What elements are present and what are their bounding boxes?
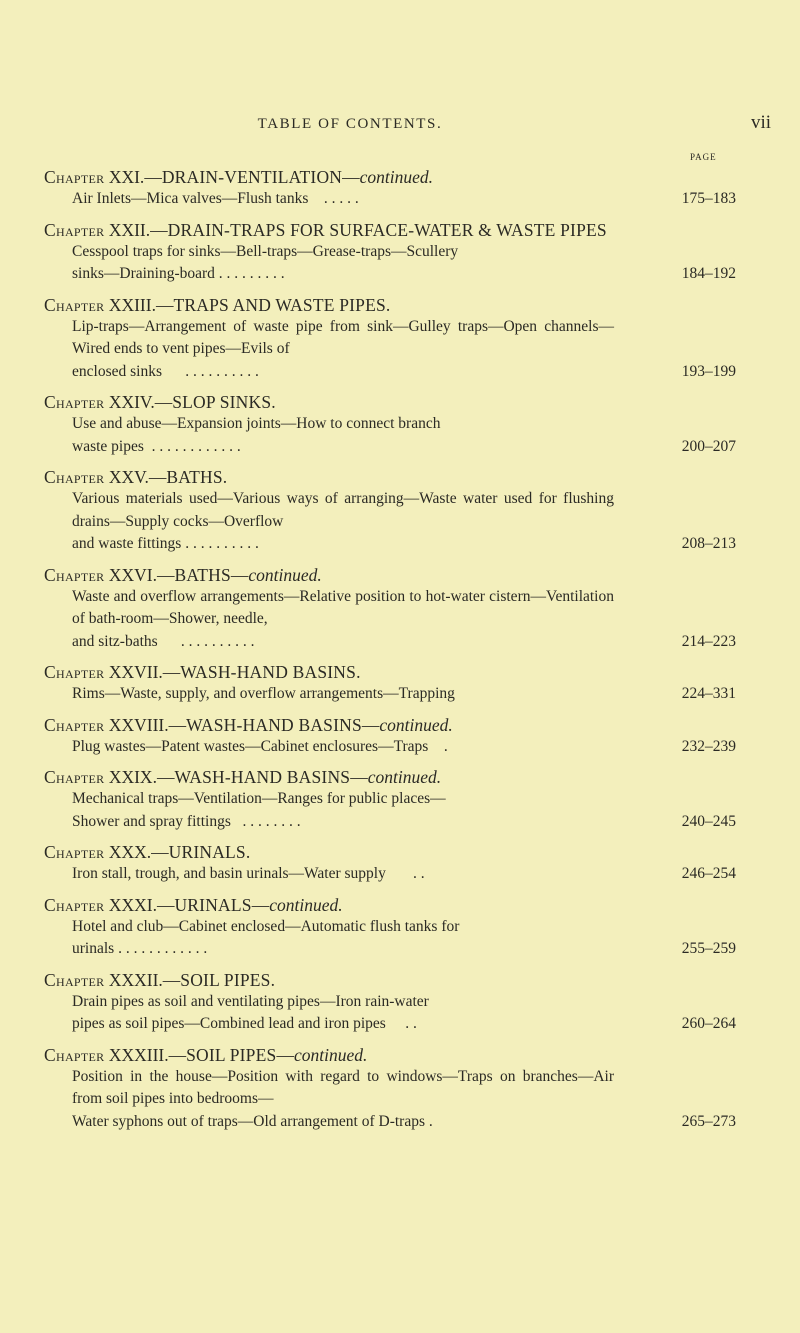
page-range: 232–239 — [681, 737, 736, 755]
chapter-heading: Chapter XXIV.—SLOP SINKS. — [44, 392, 276, 412]
chapter-word: Chapter — [44, 392, 105, 412]
chapter-heading: Chapter XXXII.—SOIL PIPES. — [44, 969, 276, 990]
chapter-title: WASH-HAND BASINS — [186, 714, 362, 735]
chapter-word: Chapter — [44, 662, 105, 682]
chapter-heading: Chapter XXV.—BATHS. — [44, 467, 228, 487]
chapter-heading: Chapter XXVII.—WASH-HAND BASINS. — [44, 662, 361, 682]
chapter-number: XXVIII. — [108, 714, 169, 735]
chapter-number: XXIX. — [108, 767, 157, 787]
toc-entry-chapter-xxiv — [0, 391, 800, 458]
toc-entry-chapter-xxxii — [0, 969, 800, 1036]
chapter-word: Chapter — [44, 219, 105, 240]
toc-entry-chapter-xxxiii — [0, 1044, 800, 1134]
chapter-heading: Chapter XXII.—DRAIN-TRAPS FOR SURFACE-WATER & WASTE PIPES — [44, 219, 607, 240]
dot-leaders: . . — [413, 865, 425, 882]
chapter-description: Mechanical traps—Ventilation—Ranges for public places— Shower and spray fittings . . . . . . . . — [72, 790, 446, 830]
chapter-heading: Chapter XXI.—DRAIN-VENTILATION—continued. — [44, 167, 434, 187]
chapter-continued: continued. — [359, 167, 434, 187]
chapter-description: Air Inlets—Mica valves—Flush tanks . . . . . — [72, 190, 359, 207]
page-range: 265–273 — [681, 1112, 736, 1130]
chapter-title: SLOP SINKS. — [172, 392, 276, 412]
chapter-heading: Chapter XXVI.—BATHS—continued. — [44, 564, 322, 585]
chapter-title: WASH-HAND BASINS. — [180, 662, 361, 682]
toc-entry-chapter-xxxi — [0, 894, 800, 961]
chapter-continued: continued. — [248, 564, 322, 585]
chapter-title: BATHS — [174, 564, 231, 585]
page-range: 224–331 — [681, 685, 736, 702]
chapter-word: Chapter — [44, 294, 105, 315]
chapter-number: XXIV. — [108, 392, 155, 412]
chapter-heading: Chapter XXIII.—TRAPS AND WASTE PIPES. — [44, 294, 391, 315]
chapter-heading: Chapter XXX.—URINALS. — [44, 842, 251, 862]
chapter-description: Hotel and club—Cabinet enclosed—Automatic flush tanks for urinals . . . . . . . . . . . . — [72, 917, 460, 957]
dot-leaders: . — [443, 737, 448, 755]
dot-leaders: . . . . . . . . — [242, 812, 301, 830]
dot-leaders: . . . . . . . . . . . . — [151, 437, 241, 455]
chapter-continued: continued. — [379, 714, 453, 735]
chapter-heading: Chapter XXIX.—WASH-HAND BASINS—continued. — [44, 767, 442, 787]
page-folio: vii — [751, 112, 772, 133]
chapter-word: Chapter — [44, 767, 105, 787]
dot-leaders: . . . . . . . . . . — [185, 362, 259, 380]
toc-entry-chapter-xxx — [0, 841, 800, 886]
page-range: 184–192 — [681, 265, 736, 282]
page-range: 246–254 — [681, 865, 736, 882]
chapter-number: XXII. — [108, 219, 151, 240]
dot-leaders: . . . . . . . . . . . . — [118, 940, 208, 957]
chapter-number: XXXI. — [108, 894, 157, 915]
chapter-word: Chapter — [44, 969, 105, 990]
chapter-word: Chapter — [44, 842, 105, 862]
chapter-word: Chapter — [44, 467, 105, 487]
toc-entry-chapter-xxix — [0, 766, 800, 833]
chapter-number: XXX. — [108, 842, 152, 862]
chapter-number: XXIII. — [108, 294, 156, 315]
chapter-title: WASH-HAND BASINS — [174, 767, 351, 787]
chapter-description: Lip-traps—Arrangement of waste pipe from sink—Gulley traps—Open channels—Wired ends to vent pipes—Evils of enclosed sinks . . . . . . . . . . — [72, 317, 614, 380]
chapter-heading: Chapter XXXI.—URINALS—continued. — [44, 894, 343, 915]
chapter-word: Chapter — [44, 1044, 105, 1065]
chapter-number: XXVII. — [108, 662, 163, 682]
toc-entry-chapter-xxviii — [0, 714, 800, 759]
chapter-title: SOIL PIPES. — [180, 969, 276, 990]
chapter-description: Waste and overflow arrangements—Relative position to hot-water cistern—Ventilation of bath-room—Shower, needle, and sitz-baths . . . . . . . . . . — [72, 587, 614, 650]
dot-leaders: . . . . . . . . . — [218, 265, 285, 282]
chapter-number: XXXII. — [108, 969, 163, 990]
dot-leaders: . . . . . . . . . . — [185, 535, 259, 552]
toc-entry-chapter-xxii — [0, 219, 800, 286]
chapter-title: SOIL PIPES — [186, 1044, 277, 1065]
chapter-continued: continued. — [269, 894, 343, 915]
chapter-description: Use and abuse—Expansion joints—How to connect branch waste pipes . . . . . . . . . . . . — [72, 415, 441, 455]
chapter-title: URINALS. — [168, 842, 251, 862]
chapter-title: TRAPS AND WASTE PIPES. — [173, 294, 391, 315]
table-of-contents — [0, 166, 800, 1133]
toc-entry-chapter-xxiii — [0, 294, 800, 384]
chapter-number: XXV. — [108, 467, 149, 487]
toc-entry-chapter-xxvi — [0, 564, 800, 654]
chapter-word: Chapter — [44, 894, 105, 915]
toc-entry-chapter-xxi — [0, 166, 800, 211]
chapter-description: Cesspool traps for sinks—Bell-traps—Grease-traps—Scullery sinks—Draining-board . . . . . . . . . — [72, 242, 459, 282]
page-range: 260–264 — [681, 1015, 736, 1032]
chapter-continued: continued. — [367, 767, 442, 787]
page-range: 240–245 — [681, 812, 736, 830]
page-range: 193–199 — [681, 362, 736, 380]
dot-leaders: . . . . . — [323, 190, 359, 207]
page-column-label: PAGE — [690, 152, 717, 162]
chapter-heading: Chapter XXXIII.—SOIL PIPES—continued. — [44, 1044, 368, 1065]
chapter-number: XXXIII. — [108, 1044, 169, 1065]
chapter-description: Iron stall, trough, and basin urinals—Water supply . . — [72, 865, 425, 882]
chapter-heading: Chapter XXVIII.—WASH-HAND BASINS—continued. — [44, 714, 453, 735]
dot-leaders: . . . . . . . . . . — [180, 632, 255, 650]
page-range: 214–223 — [681, 632, 736, 650]
running-head-title: TABLE OF CONTENTS. — [257, 116, 443, 132]
chapter-word: Chapter — [44, 564, 105, 585]
toc-entry-chapter-xxv — [0, 466, 800, 556]
page-range: 255–259 — [681, 940, 736, 957]
toc-entry-chapter-xxvii — [0, 661, 800, 706]
chapter-title: DRAIN-TRAPS FOR SURFACE-WATER & WASTE PIPES — [167, 219, 607, 240]
running-head — [0, 112, 800, 136]
chapter-continued: continued. — [293, 1044, 368, 1065]
chapter-description: Various materials used—Various ways of arranging—Waste water used for flushing drains—Supply cocks—Overflow and waste fittings . . . . . . . . . . — [72, 490, 614, 552]
chapter-title: DRAIN-VENTILATION — [161, 167, 343, 187]
dot-leaders: . . — [405, 1015, 417, 1032]
chapter-number: XXI. — [108, 167, 145, 187]
page-range: 208–213 — [681, 535, 736, 552]
chapter-description: Position in the house—Position with regard to windows—Traps on branches—Air from soil pipes into bedrooms— Water syphons out of traps—Old arrangement of D-traps . — [72, 1067, 614, 1130]
chapter-description: Rims—Waste, supply, and overflow arrangements—Trapping — [72, 685, 455, 702]
dot-leaders: . — [428, 1112, 433, 1130]
chapter-description: Plug wastes—Patent wastes—Cabinet enclosures—Traps . — [72, 737, 448, 755]
chapter-title: URINALS — [174, 894, 252, 915]
chapter-word: Chapter — [44, 714, 105, 735]
chapter-number: XXVI. — [108, 564, 157, 585]
chapter-title: BATHS. — [166, 467, 228, 487]
chapter-description: Drain pipes as soil and ventilating pipes—Iron rain-water pipes as soil pipes—Combined lead and iron pipes . . — [72, 992, 429, 1032]
chapter-word: Chapter — [44, 167, 105, 187]
page-range: 200–207 — [681, 437, 736, 455]
page-range: 175–183 — [681, 190, 736, 207]
